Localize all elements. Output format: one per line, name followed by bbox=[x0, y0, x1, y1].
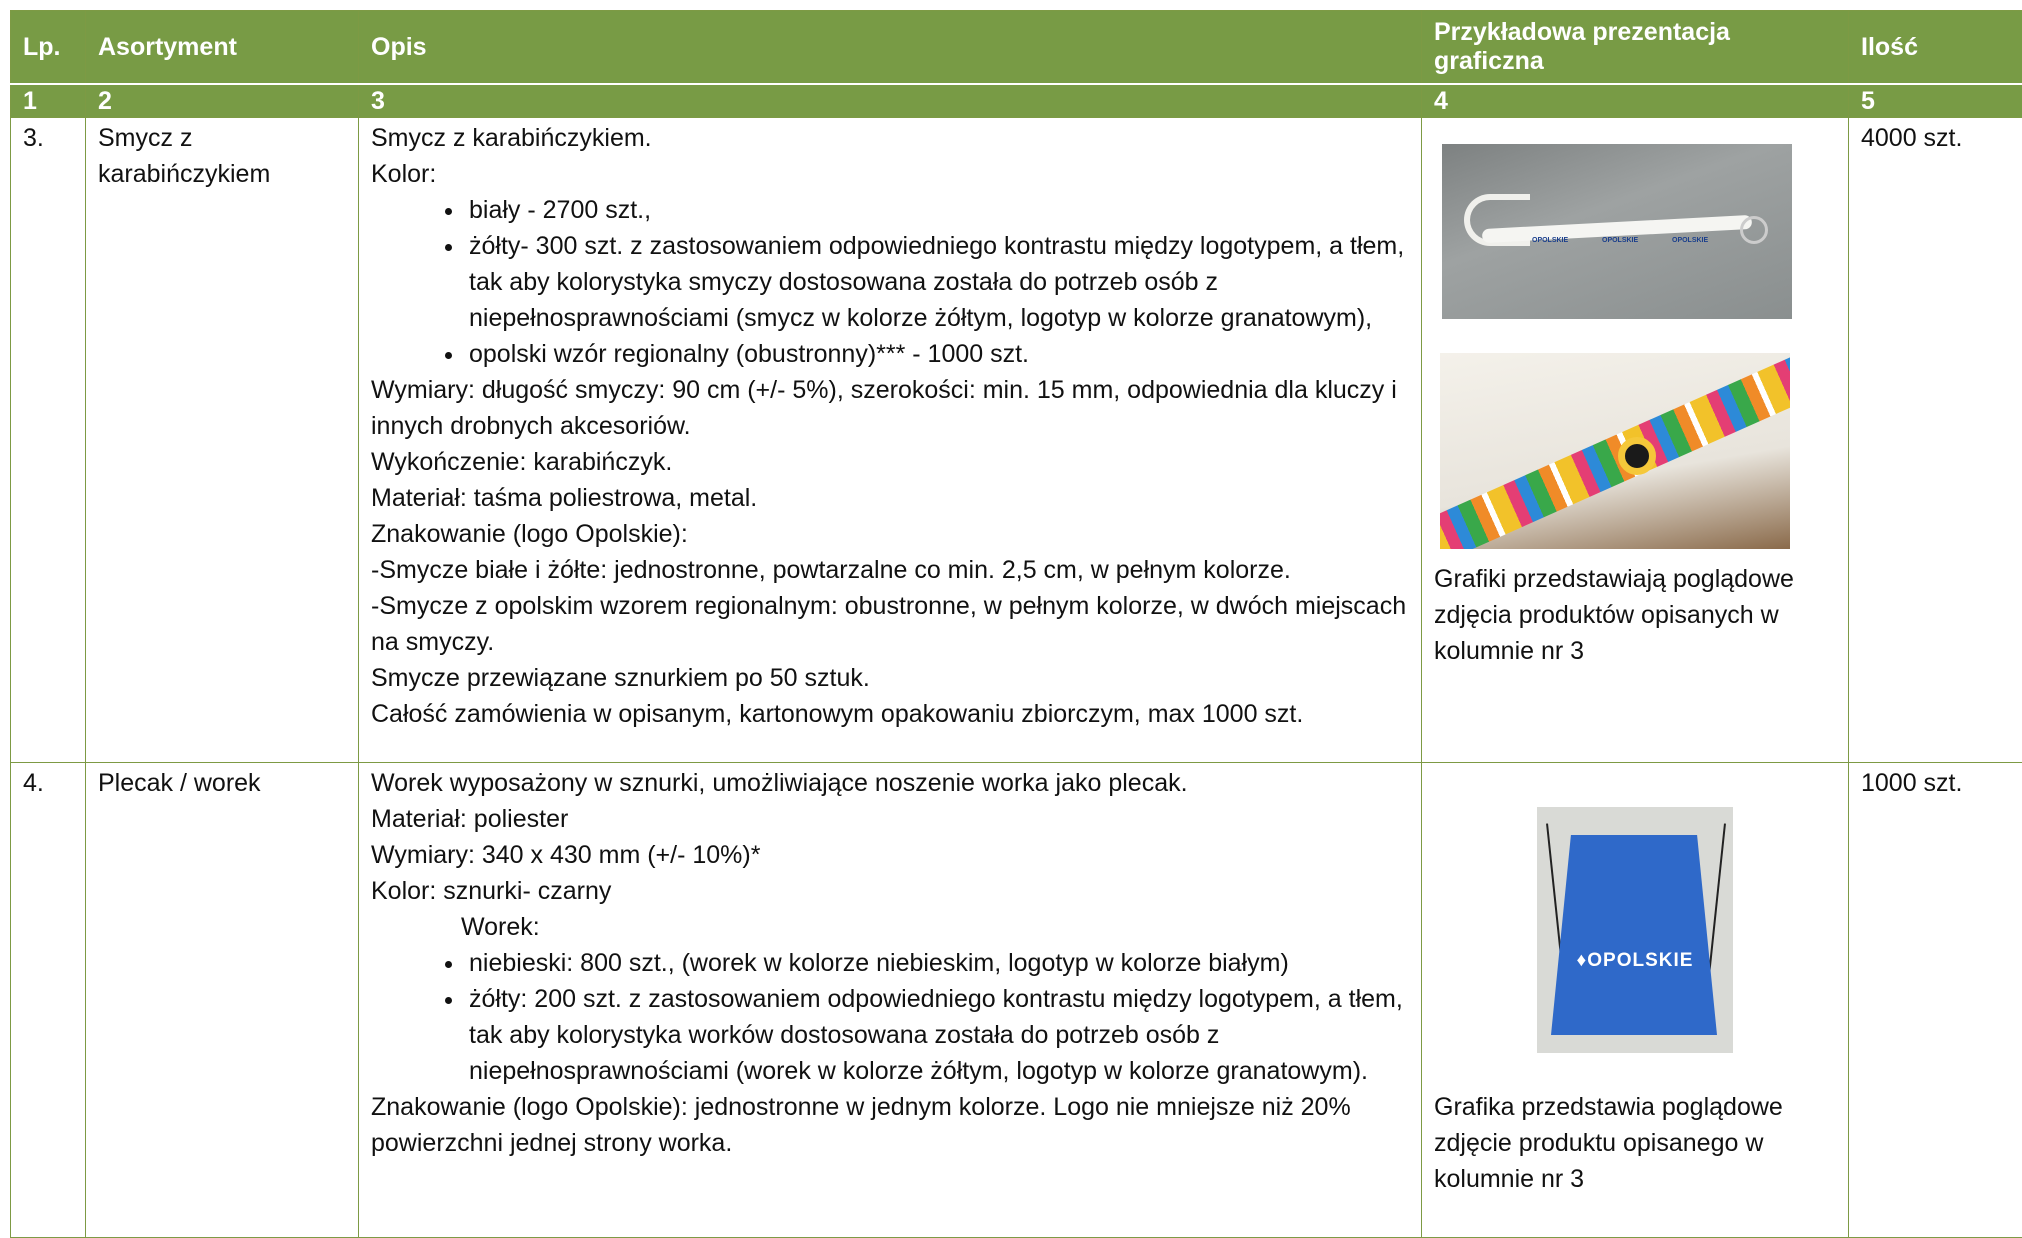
col-number: 3 bbox=[359, 84, 1422, 118]
row-ilosc: 1000 szt. bbox=[1849, 763, 2022, 1238]
header-prezentacja: Przykładowa prezentacja graficzna bbox=[1422, 11, 1849, 85]
column-number-row bbox=[11, 84, 2022, 118]
row-lp: 3. bbox=[11, 118, 86, 763]
opis-line: Całość zamówienia w opisanym, kartonowym opakowaniu zbiorczym, max 1000 szt. bbox=[371, 696, 1409, 732]
lanyard-logo: OPOLSKIE bbox=[1532, 223, 1568, 259]
opis-subheading: Worek: bbox=[371, 909, 1409, 945]
row-prezentacja bbox=[1422, 118, 1849, 763]
lanyard-logo: OPOLSKIE bbox=[1602, 223, 1638, 259]
row-opis bbox=[359, 763, 1422, 1238]
list-item: • żółty- 300 szt. z zastosowaniem odpowiedniego kontrastu między logotypem, a tłem, tak aby kolorystyka smyczy dostosowana została do potrzeb osób z niepełnosprawnościami (smycz w kolorze żółtym, logotyp w kolorze granatowym), bbox=[466, 228, 1409, 336]
opis-line: Kolor: sznurki- czarny bbox=[371, 873, 1409, 909]
list-item: • opolski wzór regionalny (obustronny)*** - 1000 szt. bbox=[466, 336, 1409, 372]
opis-line: Kolor: bbox=[371, 156, 1409, 192]
flower-center-shape bbox=[1618, 437, 1656, 475]
bag-body-shape bbox=[1551, 835, 1717, 1035]
bag-logo: ♦OPOLSKIE bbox=[1537, 943, 1733, 979]
color-list bbox=[371, 945, 1409, 1089]
opis-line: Wymiary: długość smyczy: 90 cm (+/- 5%), szerokości: min. 15 mm, odpowiednia dla kluczy i innych drobnych akcesoriów. bbox=[371, 372, 1409, 444]
lanyard-logo: OPOLSKIE bbox=[1672, 223, 1708, 259]
opis-line: -Smycze białe i żółte: jednostronne, powtarzalne co min. 2,5 cm, w pełnym kolorze. bbox=[371, 552, 1409, 588]
row-asortyment: Smycz z karabińczykiem bbox=[86, 118, 359, 763]
header-lp: Lp. bbox=[11, 11, 86, 85]
header-opis: Opis bbox=[359, 11, 1422, 85]
header-row bbox=[11, 11, 2022, 85]
table-row bbox=[11, 118, 2022, 763]
drawstring-bag-photo bbox=[1537, 807, 1733, 1053]
image-caption: Grafiki przedstawiają poglądowe zdjęcia produktów opisanych w kolumnie nr 3 bbox=[1434, 561, 1836, 669]
list-item: • żółty: 200 szt. z zastosowaniem odpowiedniego kontrastu między logotypem, a tłem, tak aby kolorystyka worków dostosowana została do potrzeb osób z niepełnosprawnościami (worek w kolorze żółtym, logotyp w kolorze granatowym). bbox=[466, 981, 1409, 1089]
color-list bbox=[371, 192, 1409, 372]
row-opis bbox=[359, 118, 1422, 763]
list-item: • niebieski: 800 szt., (worek w kolorze niebieskim, logotyp w kolorze białym) bbox=[466, 945, 1409, 981]
table-row bbox=[11, 763, 2022, 1238]
opis-line: Smycze przewiązane sznurkiem po 50 sztuk. bbox=[371, 660, 1409, 696]
opis-line: Smycz z karabińczykiem. bbox=[371, 120, 1409, 156]
col-number: 1 bbox=[11, 84, 86, 118]
opis-line: Materiał: poliester bbox=[371, 801, 1409, 837]
floral-band-shape bbox=[1440, 353, 1790, 549]
header-asortyment: Asortyment bbox=[86, 11, 359, 85]
row-prezentacja bbox=[1422, 763, 1849, 1238]
carabiner-clip-shape bbox=[1740, 216, 1768, 244]
opis-line: Znakowanie (logo Opolskie): bbox=[371, 516, 1409, 552]
col-number: 4 bbox=[1422, 84, 1849, 118]
opis-line: Wymiary: 340 x 430 mm (+/- 10%)* bbox=[371, 837, 1409, 873]
specification-table bbox=[10, 10, 2022, 1238]
row-ilosc: 4000 szt. bbox=[1849, 118, 2022, 763]
header-ilosc: Ilość bbox=[1849, 11, 2022, 85]
opis-line: Worek wyposażony w sznurki, umożliwiające noszenie worka jako plecak. bbox=[371, 765, 1409, 801]
opis-line: Znakowanie (logo Opolskie): jednostronne w jednym kolorze. Logo nie mniejsze niż 20% powierzchni jednej strony worka. bbox=[371, 1089, 1409, 1161]
col-number: 2 bbox=[86, 84, 359, 118]
opis-line: Materiał: taśma poliestrowa, metal. bbox=[371, 480, 1409, 516]
row-asortyment: Plecak / worek bbox=[86, 763, 359, 1238]
list-item: • biały - 2700 szt., bbox=[466, 192, 1409, 228]
opis-line: -Smycze z opolskim wzorem regionalnym: obustronne, w pełnym kolorze, w dwóch miejscach na smyczy. bbox=[371, 588, 1409, 660]
row-lp: 4. bbox=[11, 763, 86, 1238]
opis-line: Wykończenie: karabińczyk. bbox=[371, 444, 1409, 480]
col-number: 5 bbox=[1849, 84, 2022, 118]
lanyard-photo bbox=[1442, 144, 1792, 319]
floral-lanyard-photo bbox=[1440, 353, 1790, 549]
image-caption: Grafika przedstawia poglądowe zdjęcie produktu opisanego w kolumnie nr 3 bbox=[1434, 1089, 1836, 1197]
